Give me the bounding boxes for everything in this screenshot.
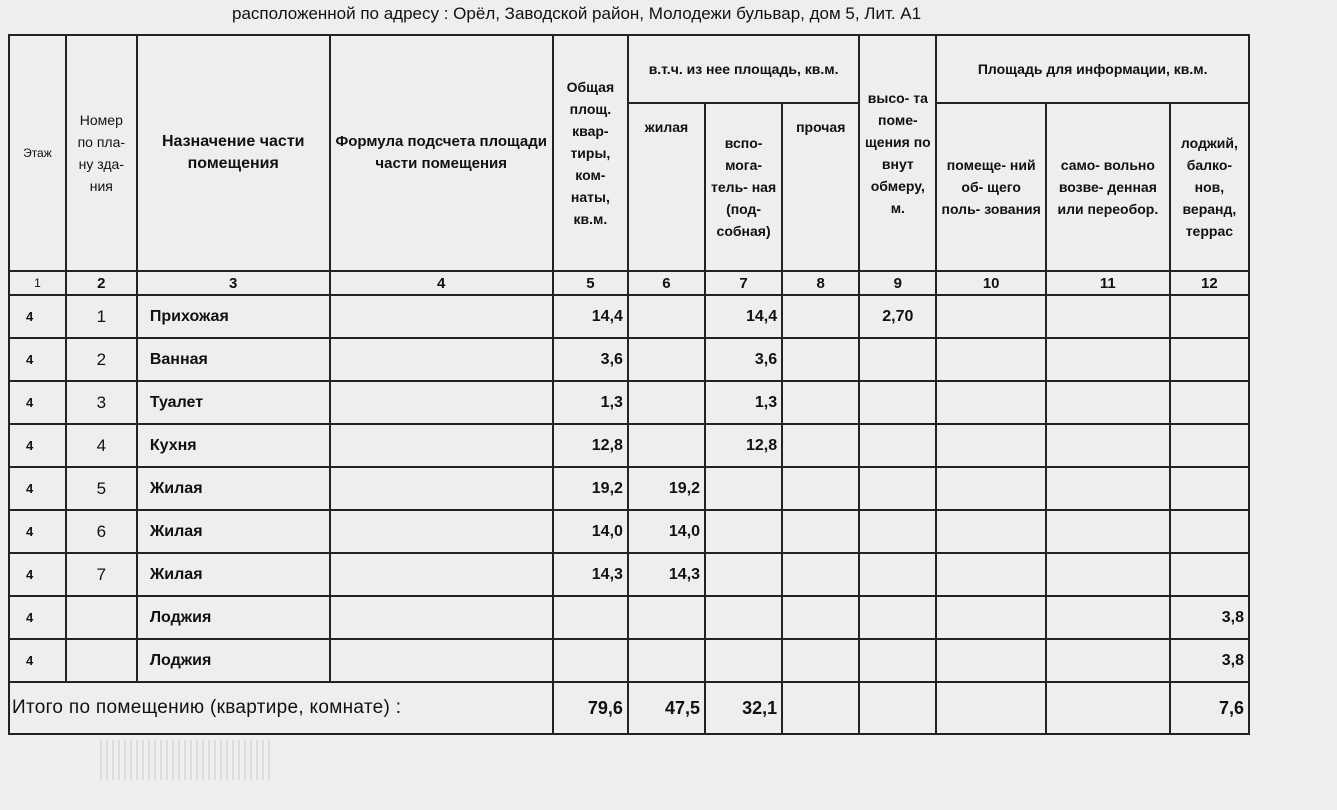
room-purpose-cell: Ванная: [137, 338, 330, 381]
column-number-row: [9, 271, 1249, 295]
loggia-area-cell: 3,8: [1170, 596, 1249, 639]
unauth-area-cell: [1046, 295, 1170, 338]
room-purpose-cell: Жилая: [137, 510, 330, 553]
aux-area-cell: 3,6: [705, 338, 782, 381]
floor-cell: 4: [9, 424, 66, 467]
total-area-cell: [553, 639, 628, 682]
living-area-cell: [628, 338, 705, 381]
unauth-area-cell: [1046, 381, 1170, 424]
table-row: [9, 424, 1249, 467]
height-cell: [859, 510, 936, 553]
formula-cell: [330, 510, 553, 553]
col-header-group-incl: в.т.ч. из нее площадь, кв.м.: [628, 35, 859, 103]
total-area-cell: [553, 596, 628, 639]
floor-cell: 4: [9, 639, 66, 682]
common-area-cell: [936, 639, 1046, 682]
aux-area-cell: [705, 596, 782, 639]
col-header-number: Номер по пла- ну зда- ния: [66, 35, 137, 271]
floor-cell: 4: [9, 596, 66, 639]
scan-artifact: [100, 740, 270, 780]
aux-area-cell: [705, 639, 782, 682]
room-number-cell: [66, 596, 137, 639]
other-area-cell: [782, 639, 859, 682]
room-number-cell: 2: [66, 338, 137, 381]
loggia-area-cell: 3,8: [1170, 639, 1249, 682]
common-area-cell: [936, 381, 1046, 424]
table-row: [9, 639, 1249, 682]
common-area-cell: [936, 510, 1046, 553]
other-area-cell: [782, 596, 859, 639]
col-header-unauthorized: само- вольно возве- денная или переобор.: [1046, 103, 1170, 271]
height-cell: [859, 467, 936, 510]
other-area-cell: [782, 510, 859, 553]
unauth-area-cell: [1046, 553, 1170, 596]
room-purpose-cell: Кухня: [137, 424, 330, 467]
aux-area-cell: [705, 510, 782, 553]
room-number-cell: 3: [66, 381, 137, 424]
table-row: [9, 338, 1249, 381]
other-area-cell: [782, 381, 859, 424]
total-common-sum: [936, 682, 1046, 734]
col-number: 10: [936, 271, 1046, 295]
other-area-cell: [782, 467, 859, 510]
total-label: Итого по помещению (квартире, комнате) :: [9, 682, 553, 734]
table-row: [9, 596, 1249, 639]
aux-area-cell: [705, 553, 782, 596]
floor-cell: 4: [9, 510, 66, 553]
total-height: [859, 682, 936, 734]
col-number: 8: [782, 271, 859, 295]
room-purpose-cell: Жилая: [137, 467, 330, 510]
room-purpose-cell: Прихожая: [137, 295, 330, 338]
room-purpose-cell: Лоджия: [137, 596, 330, 639]
col-header-total-area: Общая площ. квар- тиры, ком- наты, кв.м.: [553, 35, 628, 271]
total-area-cell: 14,4: [553, 295, 628, 338]
formula-cell: [330, 467, 553, 510]
room-purpose-cell: Туалет: [137, 381, 330, 424]
living-area-cell: 14,3: [628, 553, 705, 596]
total-row: [9, 682, 1249, 734]
total-area-cell: 3,6: [553, 338, 628, 381]
col-header-group-info: Площадь для информации, кв.м.: [936, 35, 1249, 103]
col-number: 6: [628, 271, 705, 295]
total-aux-sum: 32,1: [705, 682, 782, 734]
col-header-auxiliary: вспо- мога- тель- ная (под- собная): [705, 103, 782, 271]
total-living-sum: 47,5: [628, 682, 705, 734]
common-area-cell: [936, 338, 1046, 381]
total-area-cell: 14,0: [553, 510, 628, 553]
table-row: [9, 295, 1249, 338]
common-area-cell: [936, 295, 1046, 338]
room-number-cell: 5: [66, 467, 137, 510]
room-purpose-cell: Лоджия: [137, 639, 330, 682]
living-area-cell: [628, 639, 705, 682]
room-number-cell: 6: [66, 510, 137, 553]
height-cell: [859, 639, 936, 682]
common-area-cell: [936, 467, 1046, 510]
floor-cell: 4: [9, 467, 66, 510]
height-cell: 2,70: [859, 295, 936, 338]
loggia-area-cell: [1170, 510, 1249, 553]
loggia-area-cell: [1170, 338, 1249, 381]
living-area-cell: [628, 295, 705, 338]
loggia-area-cell: [1170, 295, 1249, 338]
formula-cell: [330, 295, 553, 338]
common-area-cell: [936, 424, 1046, 467]
col-number: 12: [1170, 271, 1249, 295]
formula-cell: [330, 639, 553, 682]
living-area-cell: [628, 596, 705, 639]
living-area-cell: [628, 424, 705, 467]
loggia-area-cell: [1170, 553, 1249, 596]
total-area-sum: 79,6: [553, 682, 628, 734]
col-number: 9: [859, 271, 936, 295]
col-number: 11: [1046, 271, 1170, 295]
total-area-cell: 12,8: [553, 424, 628, 467]
room-area-table: [8, 34, 1250, 735]
col-header-living: жилая: [628, 103, 705, 271]
col-number: 1: [9, 271, 66, 295]
formula-cell: [330, 553, 553, 596]
col-header-height: высо- та поме- щения по внут обмеру, м.: [859, 35, 936, 271]
col-header-common: помеще- ний об- щего поль- зования: [936, 103, 1046, 271]
total-other-sum: [782, 682, 859, 734]
table-row: [9, 467, 1249, 510]
col-header-loggias: лоджий, балко- нов, веранд, террас: [1170, 103, 1249, 271]
table-row: [9, 553, 1249, 596]
common-area-cell: [936, 553, 1046, 596]
floor-cell: 4: [9, 338, 66, 381]
loggia-area-cell: [1170, 467, 1249, 510]
common-area-cell: [936, 596, 1046, 639]
loggia-area-cell: [1170, 381, 1249, 424]
unauth-area-cell: [1046, 596, 1170, 639]
col-header-formula: Формула подсчета площади части помещения: [330, 35, 553, 271]
height-cell: [859, 596, 936, 639]
col-number: 4: [330, 271, 553, 295]
total-area-cell: 1,3: [553, 381, 628, 424]
formula-cell: [330, 424, 553, 467]
aux-area-cell: 14,4: [705, 295, 782, 338]
other-area-cell: [782, 553, 859, 596]
unauth-area-cell: [1046, 510, 1170, 553]
other-area-cell: [782, 338, 859, 381]
room-number-cell: [66, 639, 137, 682]
table-row: [9, 381, 1249, 424]
col-number: 3: [137, 271, 330, 295]
col-number: 5: [553, 271, 628, 295]
room-purpose-cell: Жилая: [137, 553, 330, 596]
formula-cell: [330, 381, 553, 424]
floor-cell: 4: [9, 295, 66, 338]
col-header-other: прочая: [782, 103, 859, 271]
formula-cell: [330, 596, 553, 639]
total-loggia-sum: 7,6: [1170, 682, 1249, 734]
floor-cell: 4: [9, 553, 66, 596]
total-unauth-sum: [1046, 682, 1170, 734]
unauth-area-cell: [1046, 338, 1170, 381]
total-area-cell: 19,2: [553, 467, 628, 510]
room-number-cell: 1: [66, 295, 137, 338]
document-header: расположенной по адресу : Орёл, Заводской район, Молодежи бульвар, дом 5, Лит. А1: [232, 4, 922, 23]
height-cell: [859, 424, 936, 467]
height-cell: [859, 553, 936, 596]
table-row: [9, 510, 1249, 553]
other-area-cell: [782, 295, 859, 338]
loggia-area-cell: [1170, 424, 1249, 467]
aux-area-cell: [705, 467, 782, 510]
total-area-cell: 14,3: [553, 553, 628, 596]
living-area-cell: 14,0: [628, 510, 705, 553]
height-cell: [859, 381, 936, 424]
aux-area-cell: 1,3: [705, 381, 782, 424]
living-area-cell: [628, 381, 705, 424]
col-header-floor: Этаж: [9, 35, 66, 271]
floor-cell: 4: [9, 381, 66, 424]
room-number-cell: 4: [66, 424, 137, 467]
living-area-cell: 19,2: [628, 467, 705, 510]
unauth-area-cell: [1046, 467, 1170, 510]
formula-cell: [330, 338, 553, 381]
col-number: 7: [705, 271, 782, 295]
aux-area-cell: 12,8: [705, 424, 782, 467]
height-cell: [859, 338, 936, 381]
col-header-purpose: Назначение части помещения: [137, 35, 330, 271]
room-number-cell: 7: [66, 553, 137, 596]
unauth-area-cell: [1046, 424, 1170, 467]
unauth-area-cell: [1046, 639, 1170, 682]
col-number: 2: [66, 271, 137, 295]
other-area-cell: [782, 424, 859, 467]
